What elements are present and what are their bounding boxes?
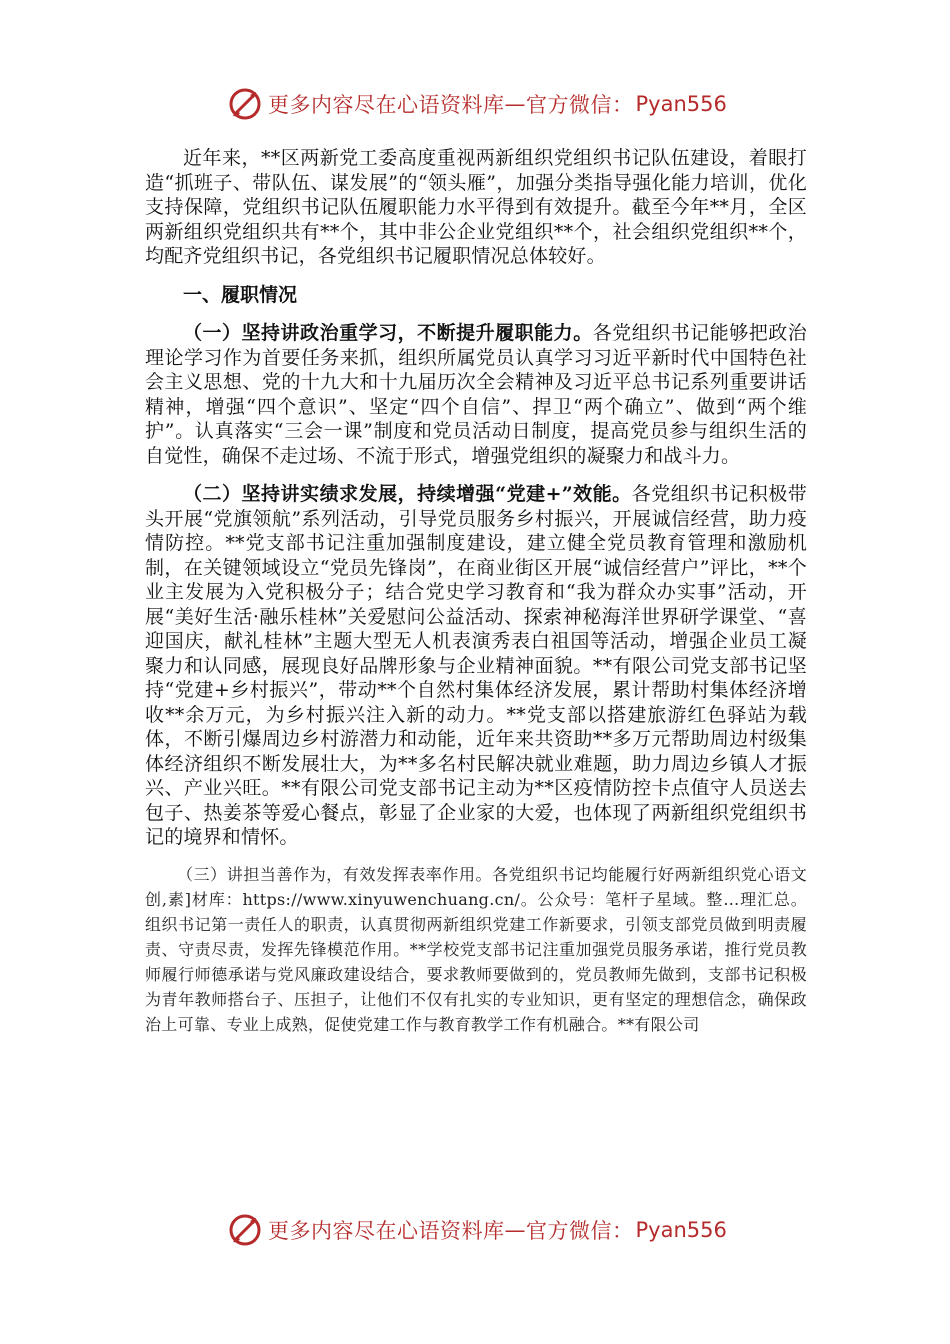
banner-wechat-label: 官方微信： <box>526 93 634 117</box>
brush-logo-icon <box>228 87 262 121</box>
section-1-body: 各党组织书记能够把政治理论学习作为首要任务来抓，组织所属党员认真学习习近平新时代中国特色社会主义思想、党的十九大和十九届历次全会精神及习近平总书记系列重要讲话精神，增强“四个意识”、坚定“四个自信”、捍卫“两个确立”、做到“两个维护”。认真落实“三会一课”制度和党员活动日制度，提高党员参与组织生活的自觉性，确保不走过场、不流于形式，增强党组织的凝聚力和战斗力。 <box>145 322 807 467</box>
section-2-paragraph <box>145 482 807 850</box>
banner-wechat-id: Pyan556 <box>635 92 727 116</box>
banner-separator: — <box>504 1218 526 1242</box>
footer-banner <box>228 1210 727 1250</box>
banner-wechat-id: Pyan556 <box>635 1218 727 1242</box>
banner-separator: — <box>504 92 526 116</box>
brush-logo-icon <box>228 1213 262 1247</box>
section-heading: 一、履职情况 <box>183 283 298 306</box>
section-2-title: （二）坚持讲实绩求发展，持续增强“党建+”效能。 <box>183 483 632 505</box>
header-banner <box>228 84 727 124</box>
intro-paragraph: 近年来，**区两新党工委高度重视两新组织党组织书记队伍建设，着眼打造“抓班子、带队伍、谋发展”的“领头雁”，加强分类指导强化能力培训，优化支持保障，党组织书记队伍履职能力水平得到有效提升。截至今年**月，全区两新组织党组织共有**个，其中非公企业党组织**个，社会组织党组织**个，均配齐党组织书记，各党组织书记履职情况总体较好。 <box>145 147 807 267</box>
section-3-paragraph: （三）讲担当善作为，有效发挥表率作用。各党组织书记均能履行好两新组织党心语文创,素]材库：https://www.xinyuwenchuang.cn/。公众号：笔杆子星域。整…理汇总。组织书记第一责任人的职责，认真贯彻两新组织党建工作新要求，引领支部党员做到明责履责、守责尽责，发挥先锋模范作用。**学校党支部书记注重加强党员服务承诺，推行党员教师履行师德承诺与党风廉政建设结合，要求教师要做到的，党员教师先做到，支部书记积极为青年教师搭台子、压担子，让他们不仅有扎实的专业知识，更有坚定的理想信念，确保政治上可靠、专业上成熟，促使党建工作与教育教学工作有机融合。**有限公司 <box>145 864 807 1034</box>
document-body <box>145 146 807 1037</box>
section-1-title: （一）坚持讲政治重学习，不断提升履职能力。 <box>183 322 593 344</box>
section-2-body: 各党组织书记积极带头开展“党旗领航”系列活动，引导党员服务乡村振兴，开展诚信经营，助力疫情防控。**党支部书记注重加强制度建设，建立健全党员教育管理和激励机制，在关键领域设立“党员先锋岗”，在商业街区开展“诚信经营户”评比，**个业主发展为入党积极分子；结合党史学习教育和“我为群众办实事”活动，开展“美好生活·融乐桂林”关爱慰问公益活动、探索神秘海洋世界研学课堂、“喜迎国庆，献礼桂林”主题大型无人机表演秀表白祖国等活动，增强企业员工凝聚力和认同感，展现良好品牌形象与企业精神面貌。**有限公司党支部书记坚持“党建+乡村振兴”，带动**个自然村集体经济发展，累计帮助村集体经济增收**余万元，为乡村振兴注入新的动力。**党支部以搭建旅游红色驿站为载体，不断引爆周边乡村游潜力和动能，近年来共资助**多万元帮助周边村级集体经济组织不断发展壮大，为**多名村民解决就业难题，助力周边乡镇人才振兴、产业兴旺。**有限公司党支部书记主动为**区疫情防控卡点值守人员送去包子、热姜茶等爱心餐点，彰显了企业家的大爱，也体现了两新组织党组织书记的境界和情怀。 <box>145 483 807 848</box>
banner-text: 更多内容尽在心语资料库 <box>268 93 505 117</box>
banner-wechat-label: 官方微信： <box>526 1219 634 1243</box>
banner-text: 更多内容尽在心语资料库 <box>268 1219 505 1243</box>
section-1-paragraph <box>145 321 807 468</box>
